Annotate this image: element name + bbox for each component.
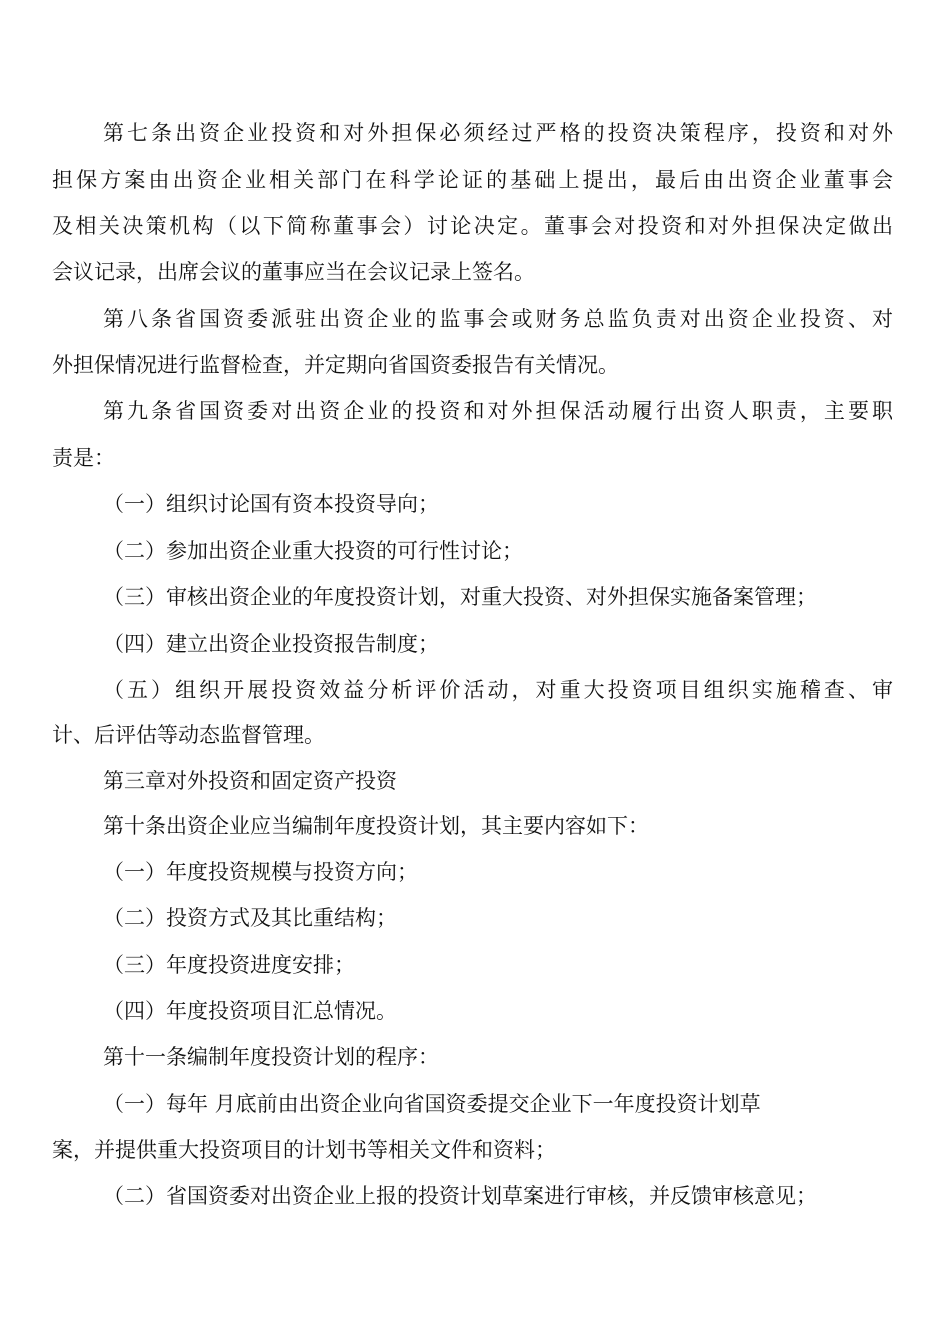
text-line: 责是：: [52, 446, 115, 470]
list-item: （二）投资方式及其比重结构；: [103, 906, 397, 930]
text-line: 第十条出资企业应当编制年度投资计划，其主要内容如下：: [103, 814, 649, 838]
list-item: （三）审核出资企业的年度投资计划，对重大投资、对外担保实施备案管理；: [103, 585, 817, 609]
list-item: （一）年度投资规模与投资方向；: [103, 860, 418, 884]
text-line: 及相关决策机构（以下简称董事会）讨论决定。董事会对投资和对外担保决定做出: [52, 214, 893, 238]
text-line: 第七条出资企业投资和对外担保必须经过严格的投资决策程序，投资和对外: [103, 121, 893, 145]
list-item: （四）建立出资企业投资报告制度；: [103, 632, 439, 656]
list-item: （二）参加出资企业重大投资的可行性讨论；: [103, 539, 523, 563]
text-line: 外担保情况进行监督检查，并定期向省国资委报告有关情况。: [52, 353, 619, 377]
chapter-heading: 第三章对外投资和固定资产投资: [103, 769, 397, 793]
text-line: 第八条省国资委派驻出资企业的监事会或财务总监负责对出资企业投资、对: [103, 307, 893, 331]
text-line: 会议记录，出席会议的董事应当在会议记录上签名。: [52, 260, 535, 284]
text-line: 计、后评估等动态监督管理。: [52, 723, 325, 747]
text-line: 担保方案由出资企业相关部门在科学论证的基础上提出，最后由出资企业董事会: [52, 168, 893, 192]
list-item: （一）每年 月底前由出资企业向省国资委提交企业下一年度投资计划草: [103, 1092, 761, 1116]
text-line: 案，并提供重大投资项目的计划书等相关文件和资料；: [52, 1138, 556, 1162]
text-line: 第十一条编制年度投资计划的程序：: [103, 1045, 439, 1069]
list-item: （一）组织讨论国有资本投资导向；: [103, 492, 439, 516]
list-item: （四）年度投资项目汇总情况。: [103, 999, 397, 1023]
list-item: （五）组织开展投资效益分析评价活动，对重大投资项目组织实施稽查、审: [103, 678, 893, 702]
list-item: （二）省国资委对出资企业上报的投资计划草案进行审核，并反馈审核意见；: [103, 1184, 817, 1208]
list-item: （三）年度投资进度安排；: [103, 953, 355, 977]
text-line: 第九条省国资委对出资企业的投资和对外担保活动履行出资人职责，主要职: [103, 399, 893, 423]
